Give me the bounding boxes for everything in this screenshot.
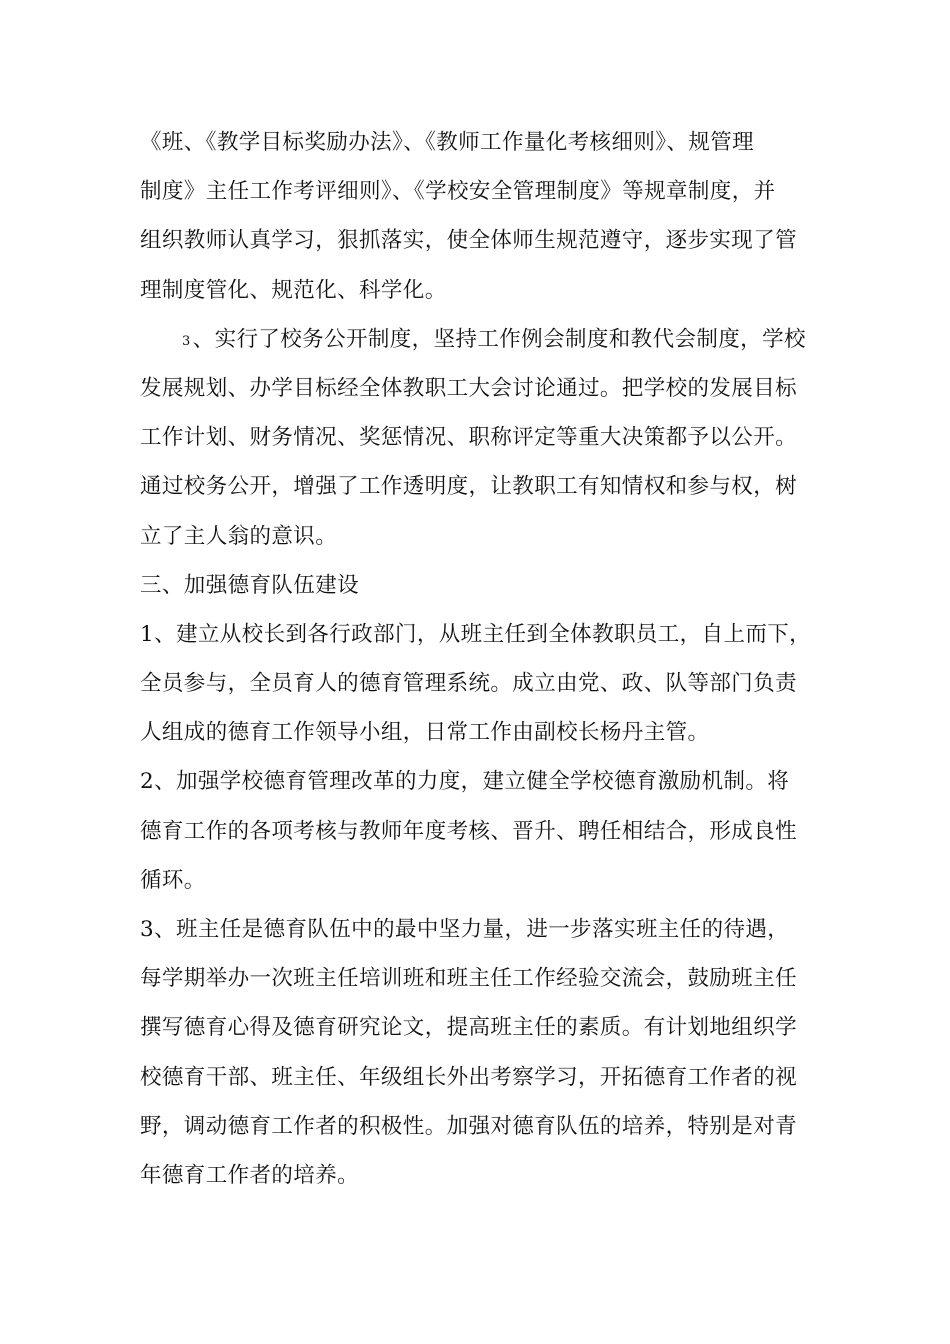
paragraph-line: 《班、《教学目标奖励办法》、《教师工作量化考核细则》、规管理 (140, 130, 755, 155)
paragraph-line: 组织教师认真学习，狠抓落实，使全体师生规范遵守，逐步实现了管 (140, 228, 798, 254)
paragraph-line: 立了主人翁的意识。 (140, 523, 338, 549)
paragraph-line: 理制度管化、规范化、科学化。 (140, 277, 447, 303)
item-number: 3 (182, 333, 191, 349)
paragraph-line: 3、班主任是德育队伍中的最中坚力量，进一步落实班主任的待遇， (140, 917, 790, 942)
paragraph-line: 循环。 (140, 867, 206, 893)
paragraph-line: 野，调动德育工作者的积极性。加强对德育队伍的培养，特别是对青 (140, 1113, 798, 1139)
paragraph-line: 德育工作的各项考核与教师年度考核、晋升、聘任相结合，形成良性 (140, 818, 798, 844)
paragraph-line: 制度》主任工作考评细则》、《学校安全管理制度》等规章制度，并 (140, 179, 776, 205)
paragraph-line: 发展规划、办学目标经全体教职工大会讨论通过。把学校的发展目标 (140, 375, 798, 401)
paragraph-line: 每学期举办一次班主任培训班和班主任工作经验交流会，鼓励班主任 (140, 966, 798, 992)
paragraph-line-text: 、实行了校务公开制度，坚持工作例会制度和教代会制度，学校 (192, 326, 806, 352)
document-body (140, 118, 840, 1200)
paragraph-line: 2、加强学校德育管理改革的力度，建立健全学校德育激励机制。将 (140, 769, 790, 795)
paragraph-line: 通过校务公开，增强了工作透明度，让教职工有知情权和参与权，树 (140, 474, 798, 500)
paragraph-line: 人组成的德育工作领导小组，日常工作由副校长杨丹主管。 (140, 720, 710, 746)
paragraph-line: 校德育干部、班主任、年级组长外出考察学习，开拓德育工作者的视 (140, 1064, 798, 1090)
paragraph-line: 全员参与，全员育人的德育管理系统。成立由党、政、队等部门负责 (140, 671, 798, 697)
section-heading: 三、加强德育队伍建设 (140, 572, 360, 598)
paragraph-line: 工作计划、财务情况、奖惩情况、职称评定等重大决策都予以公开。 (140, 425, 798, 451)
paragraph-line: 撰写德育心得及德育研究论文，提高班主任的素质。有计划地组织学 (140, 1015, 798, 1041)
paragraph-line: 1、建立从校长到各行政部门，从班主任到全体教职员工，自上而下， (140, 621, 812, 647)
paragraph-line-item-3 (140, 315, 840, 364)
paragraph-line: 年德育工作者的培养。 (140, 1162, 360, 1188)
